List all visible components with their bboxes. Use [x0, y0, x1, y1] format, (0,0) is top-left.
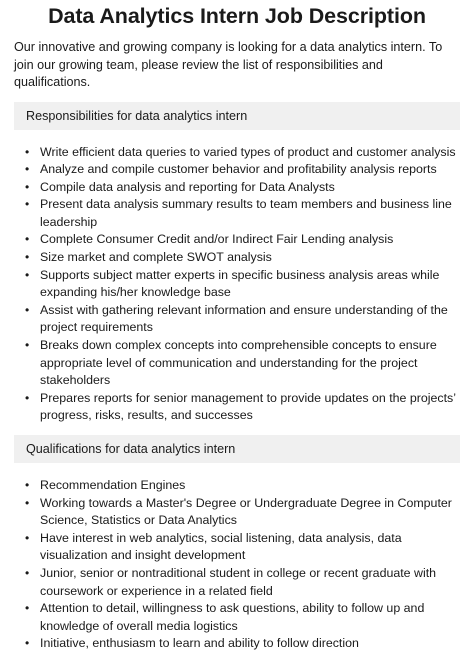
list-item-text: Recommendation Engines — [40, 478, 186, 492]
list-item-text: Assist with gathering relevant information and ensure understanding of the project requirements — [40, 302, 448, 335]
bullet-icon: • — [25, 636, 30, 651]
bullet-icon: • — [25, 162, 30, 177]
list-item-text: Initiative, enthusiasm to learn and ability to follow direction — [40, 636, 359, 651]
list-item — [25, 495, 460, 530]
list-item-text: Prepares reports for senior management to provide updates on the projects’ progress, risks, results, and successes — [40, 390, 456, 423]
bullet-icon: • — [25, 179, 30, 194]
list-item-text: Junior, senior or nontraditional student in college or recent graduate with coursework or experience in a related field — [40, 565, 437, 598]
list-item — [25, 565, 460, 600]
qualifications-list — [14, 477, 460, 653]
list-item-text: Compile data analysis and reporting for Data Analysts — [40, 179, 335, 194]
qualifications-header: Qualifications for data analytics intern — [14, 435, 460, 463]
bullet-icon: • — [25, 530, 30, 545]
bullet-icon: • — [25, 478, 30, 492]
bullet-icon: • — [25, 302, 30, 317]
list-item-text: Supports subject matter experts in specific business analysis areas while expanding his/her knowledge base — [40, 267, 440, 300]
list-item — [25, 390, 460, 425]
list-item — [25, 302, 460, 337]
bullet-icon: • — [25, 197, 30, 212]
bullet-icon: • — [25, 267, 30, 282]
list-item-text: Working towards a Master's Degree or Undergraduate Degree in Computer Science, Statistics or Data Analytics — [40, 495, 452, 528]
list-item-text: Present data analysis summary results to team members and business line leadership — [40, 197, 452, 229]
bullet-icon: • — [25, 144, 30, 159]
responsibilities-header: Responsibilities for data analytics intern — [14, 102, 460, 130]
list-item — [25, 231, 460, 249]
list-item-text: Write efficient data queries to varied types of product and customer analysis — [40, 144, 456, 159]
list-item-text: Complete Consumer Credit and/or Indirect Fair Lending analysis — [40, 232, 394, 247]
list-item — [25, 635, 460, 653]
list-item — [25, 337, 460, 390]
list-item — [25, 161, 460, 179]
bullet-icon: • — [25, 338, 30, 353]
list-item-text: Attention to detail, willingness to ask questions, ability to follow up and knowledge of overall media logistics — [40, 601, 425, 633]
list-item — [25, 600, 460, 635]
list-item-text: Breaks down complex concepts into comprehensible concepts to ensure appropriate level of communication and understanding for the project stakeholders — [40, 338, 437, 388]
bullet-icon: • — [25, 601, 30, 616]
list-item-text: Size market and complete SWOT analysis — [40, 250, 272, 265]
bullet-icon: • — [25, 495, 30, 510]
list-item — [25, 179, 460, 197]
bullet-icon: • — [25, 390, 30, 405]
list-item — [25, 196, 460, 231]
list-item — [25, 267, 460, 302]
page-title: Data Analytics Intern Job Description — [48, 4, 426, 28]
list-item-text: Analyze and compile customer behavior and profitability analysis reports — [40, 162, 437, 177]
bullet-icon: • — [25, 232, 30, 247]
list-item — [25, 477, 460, 495]
responsibilities-list — [14, 144, 460, 426]
list-item — [25, 530, 460, 565]
list-item — [25, 249, 460, 267]
bullet-icon: • — [25, 250, 30, 265]
list-item-text: Have interest in web analytics, social listening, data analysis, data visualization and insight development — [40, 530, 402, 563]
intro-paragraph: Our innovative and growing company is looking for a data analytics intern. To join our growing team, please review the list of responsibilities and qualifications. — [14, 40, 443, 89]
bullet-icon: • — [25, 565, 30, 580]
list-item — [25, 144, 460, 162]
